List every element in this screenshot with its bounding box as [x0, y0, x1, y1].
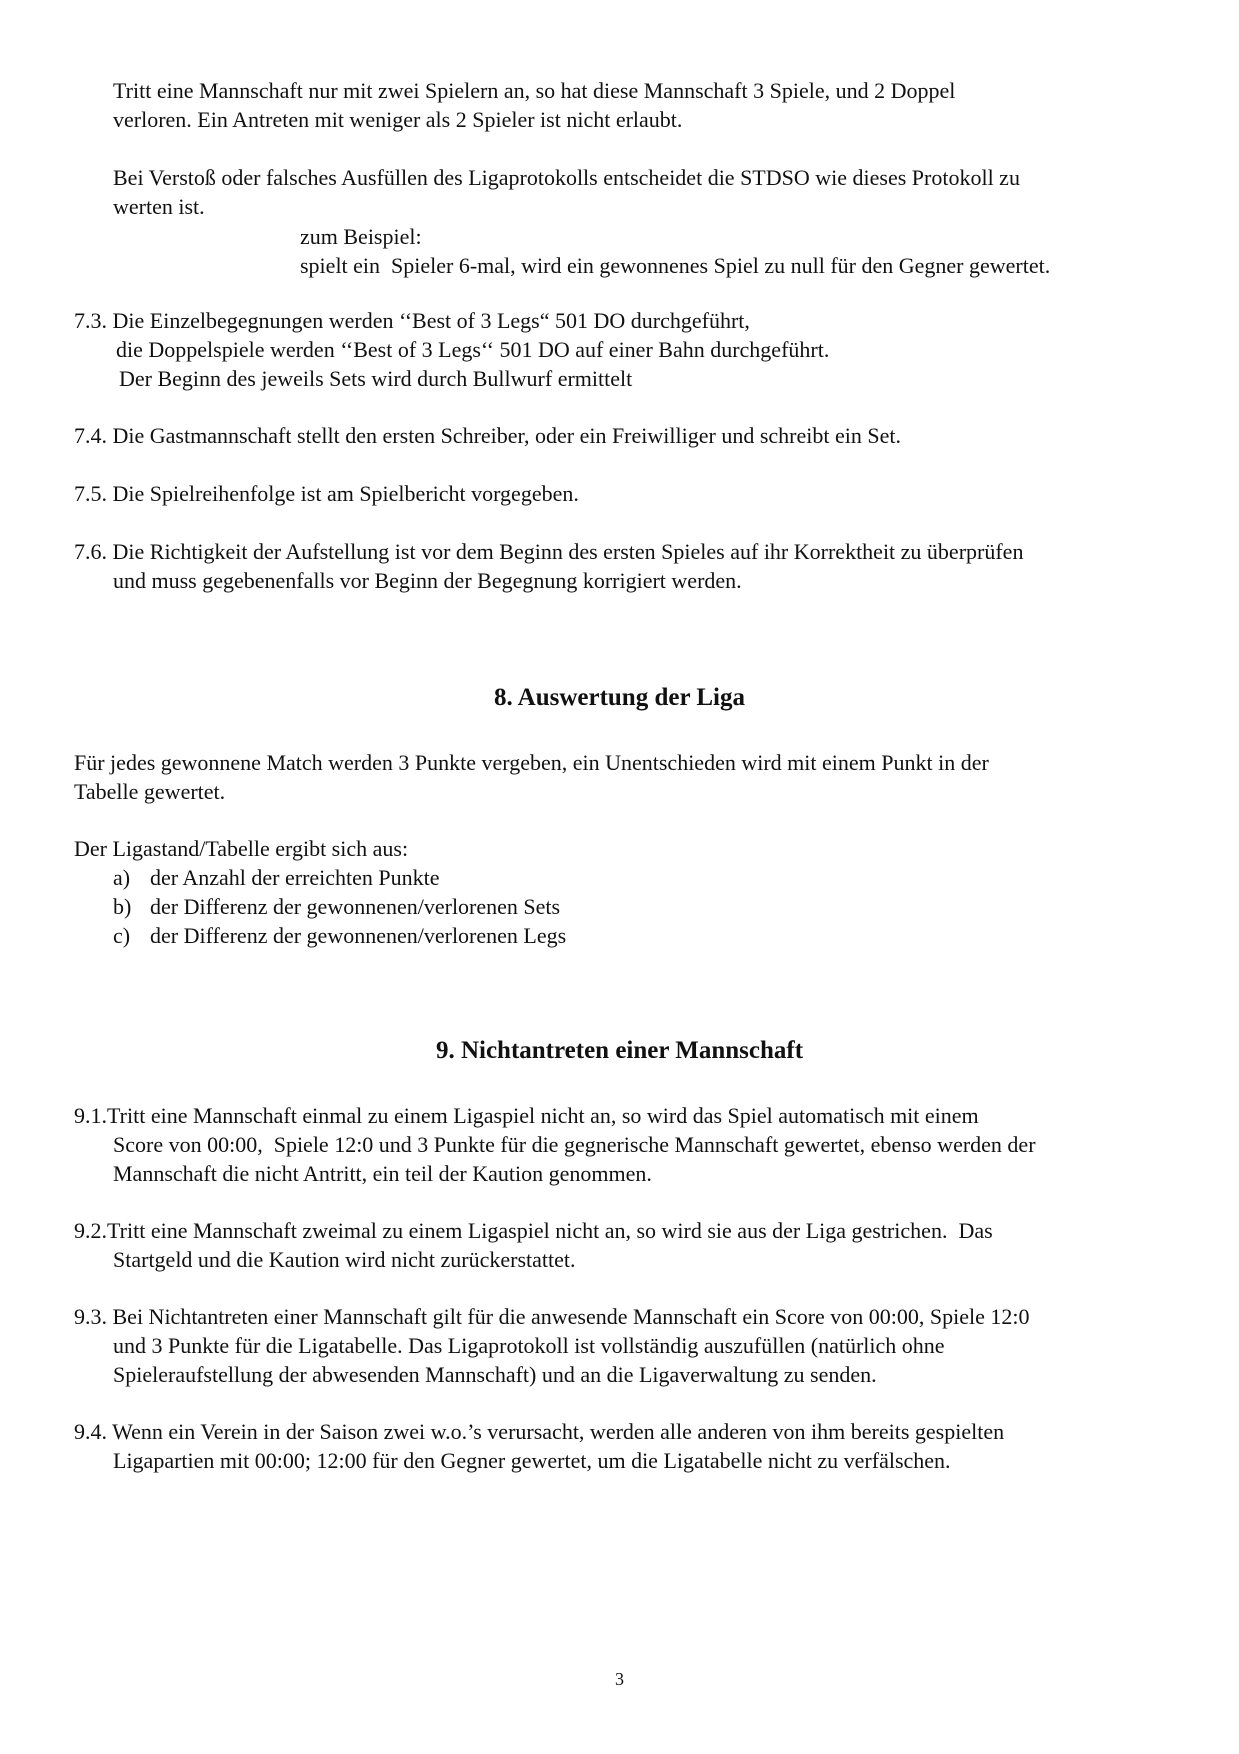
rule-9-4-line1: 9.4. Wenn ein Verein in der Saison zwei w.o.’s verursacht, werden alle anderen von ihm bereits gespielten	[74, 1419, 1005, 1444]
section-8-p1-line1: Für jedes gewonnene Match werden 3 Punkte vergeben, ein Unentschieden wird mit einem Punkt in der	[74, 750, 989, 775]
list-item: der Differenz der gewonnenen/verlorenen Sets	[150, 894, 561, 919]
rule-7-3-line2: die Doppelspiele werden ‘‘Best of 3 Legs‘‘ 501 DO auf einer Bahn durchgeführt.	[116, 337, 830, 362]
list-item-marker: c)	[113, 923, 131, 948]
rule-9-2-line1: 9.2.Tritt eine Mannschaft zweimal zu einem Ligaspiel nicht an, so wird sie aus der Liga gestrichen. Das	[74, 1218, 993, 1243]
page-number: 3	[615, 1669, 624, 1689]
rule-9-3-line3: Spieleraufstellung der abwesenden Mannschaft) und an die Ligaverwaltung zu senden.	[113, 1362, 877, 1387]
list-item-marker: b)	[113, 894, 132, 919]
rule-9-3-line1: 9.3. Bei Nichtantreten einer Mannschaft gilt für die anwesende Mannschaft ein Score von 00:00, Spiele 12:0	[74, 1304, 1030, 1329]
rule-7-6-line1: 7.6. Die Richtigkeit der Aufstellung ist vor dem Beginn des ersten Spieles auf ihr Korrektheit zu überprüfen	[74, 539, 1024, 564]
section-8-p1-line2: Tabelle gewertet.	[74, 779, 226, 804]
intro-p2-line1: Bei Verstoß oder falsches Ausfüllen des Ligaprotokolls entscheidet die STDSO wie dieses Protokoll zu	[113, 165, 1020, 190]
intro-p2-line2: werten ist.	[113, 194, 205, 219]
intro-p1-line2: verloren. Ein Antreten mit weniger als 2 Spieler ist nicht erlaubt.	[113, 107, 683, 132]
rule-9-1-line1: 9.1.Tritt eine Mannschaft einmal zu einem Ligaspiel nicht an, so wird das Spiel automatisch mit einem	[74, 1103, 979, 1128]
example-label: zum Beispiel:	[300, 224, 422, 249]
rule-9-1-line3: Mannschaft die nicht Antritt, ein teil der Kaution genommen.	[113, 1161, 652, 1186]
section-8-p2: Der Ligastand/Tabelle ergibt sich aus:	[74, 836, 409, 861]
list-item-marker: a)	[113, 865, 131, 890]
list-item: der Differenz der gewonnenen/verlorenen Legs	[150, 923, 567, 948]
rule-7-3-line1: 7.3. Die Einzelbegegnungen werden ‘‘Best of 3 Legs“ 501 DO durchgeführt,	[74, 308, 750, 333]
rule-9-1-line2: Score von 00:00, Spiele 12:0 und 3 Punkte für die gegnerische Mannschaft gewertet, ebenso werden der	[113, 1132, 1036, 1157]
rule-9-2-line2: Startgeld und die Kaution wird nicht zurückerstattet.	[113, 1247, 576, 1272]
list-item: der Anzahl der erreichten Punkte	[150, 865, 440, 890]
rule-7-4: 7.4. Die Gastmannschaft stellt den ersten Schreiber, oder ein Freiwilliger und schreibt ein Set.	[74, 423, 901, 448]
rule-7-5: 7.5. Die Spielreihenfolge ist am Spielbericht vorgegeben.	[74, 481, 579, 506]
section-9-heading: 9. Nichtantreten einer Mannschaft	[435, 1037, 804, 1064]
section-8-heading: 8. Auswertung der Liga	[494, 684, 745, 711]
example-text: spielt ein Spieler 6-mal, wird ein gewonnenes Spiel zu null für den Gegner gewertet.	[300, 253, 1051, 278]
rule-7-3-line3: Der Beginn des jeweils Sets wird durch Bullwurf ermittelt	[119, 366, 633, 391]
rule-9-3-line2: und 3 Punkte für die Ligatabelle. Das Ligaprotokoll ist vollständig auszufüllen (natürlich ohne	[113, 1333, 945, 1358]
rule-7-6-line2: und muss gegebenenfalls vor Beginn der Begegnung korrigiert werden.	[113, 568, 742, 593]
intro-p1-line1: Tritt eine Mannschaft nur mit zwei Spielern an, so hat diese Mannschaft 3 Spiele, und 2 Doppel	[113, 78, 956, 103]
rule-9-4-line2: Ligapartien mit 00:00; 12:00 für den Gegner gewertet, um die Ligatabelle nicht zu verfälschen.	[113, 1448, 951, 1473]
